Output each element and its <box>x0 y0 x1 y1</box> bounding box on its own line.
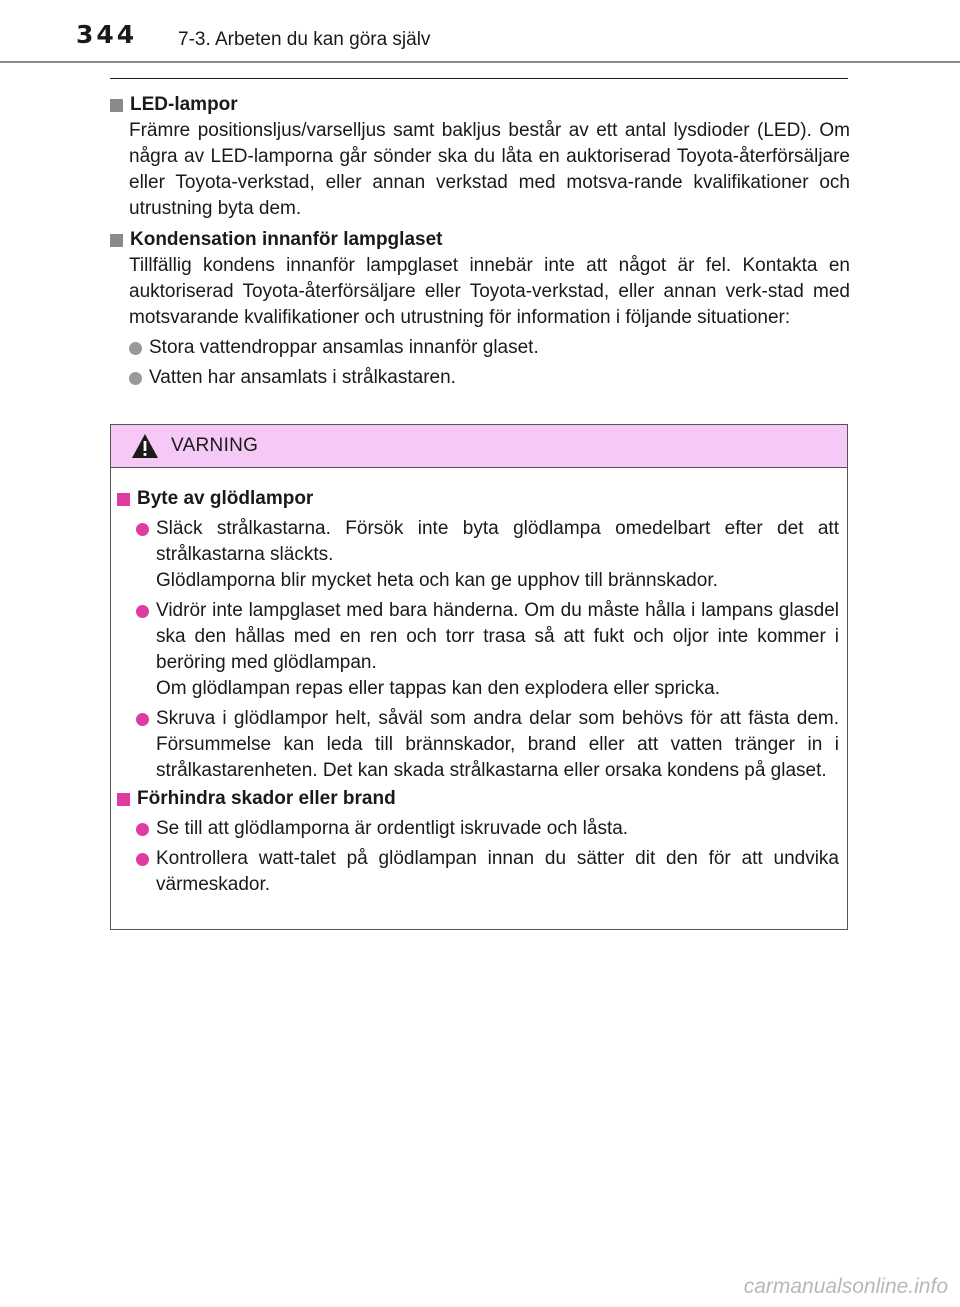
warning-group-heading-text: Förhindra skador eller brand <box>137 788 396 809</box>
page-header <box>0 0 960 64</box>
warning-list-item <box>136 516 839 594</box>
section-paragraph: Främre positionsljus/varselljus samt bakljus består av ett antal lysdioder (LED). Om några av LED-lamporna går sönder ska du låta en auktoriserad Toyota-återförsäljare eller Toyota-verkstad, eller annan verkstad med motsva-rande kvalifikationer och utrustning byta dem. <box>129 120 850 219</box>
bullet-dot-icon <box>136 713 149 726</box>
page-number: 344 <box>76 20 138 49</box>
bullet-dot-icon <box>136 523 149 536</box>
square-bullet-icon <box>117 793 130 806</box>
header-divider <box>0 61 960 63</box>
warning-list-item-text <box>156 516 839 594</box>
warning-title: VARNING <box>171 435 259 456</box>
warning-list-item <box>136 706 839 784</box>
square-bullet-icon <box>117 493 130 506</box>
section-condensation <box>110 227 850 391</box>
watermark-url: carmanualsonline.info <box>743 1275 948 1298</box>
warning-triangle-icon <box>131 433 159 464</box>
warning-note: Glödlamporna blir mycket heta och kan ge upphov till brännskador. <box>156 570 718 591</box>
warning-group-heading-text: Byte av glödlampor <box>137 488 314 509</box>
warning-note: Om glödlampan repas eller tappas kan den explodera eller spricka. <box>156 678 720 699</box>
list-item <box>129 365 850 391</box>
main-content <box>110 90 850 396</box>
warning-list-item-text: Se till att glödlamporna är ordentligt iskruvade och låsta. <box>156 818 629 839</box>
section-heading <box>110 92 850 118</box>
warning-list-item-text <box>156 598 839 702</box>
bullet-dot-icon <box>136 605 149 618</box>
section-paragraph: Tillfällig kondens innanför lampglaset innebär inte att något är fel. Kontakta en auktoriserad Toyota-återförsäljare eller Toyota-verkstad, eller annan verk-stad med motsvarande kvalifikationer och utrustning för information i följande situationer: <box>129 255 850 328</box>
list-item-text: Stora vattendroppar ansamlas innanför glaset. <box>149 337 539 358</box>
warning-header <box>111 425 847 468</box>
square-bullet-icon <box>110 234 123 247</box>
bullet-dot-icon <box>136 823 149 836</box>
bullet-dot-icon <box>129 372 142 385</box>
list-item-text: Vatten har ansamlats i strålkastaren. <box>149 367 456 388</box>
section-title: 7-3. Arbeten du kan göra själv <box>178 29 431 50</box>
bullet-dot-icon <box>136 853 149 866</box>
warning-list-item <box>136 598 839 702</box>
warning-box <box>110 424 848 930</box>
bullet-dot-icon <box>129 342 142 355</box>
warning-list-item <box>136 816 839 842</box>
warning-list-item-text: Skruva i glödlampor helt, såväl som andra delar som behövs för att fästa dem. Försummelse kan leda till brännskador, brand eller att vatten tränger in i strålkastarenheten. Det kan skada strålkastarna eller orsaka kondens på glaset. <box>156 708 839 781</box>
warning-group-heading <box>117 486 839 512</box>
section-heading-text: LED-lampor <box>130 94 238 115</box>
section-heading-text: Kondensation innanför lampglaset <box>130 229 443 250</box>
section-led-lamps <box>110 92 850 222</box>
section-heading <box>110 227 850 253</box>
warning-list-item-text: Kontrollera watt-talet på glödlampan innan du sätter dit den för att undvika värmeskador. <box>156 848 839 895</box>
warning-text: Släck strålkastarna. Försök inte byta glödlampa omedelbart efter det att strålkastarna släckts. <box>156 518 839 565</box>
list-item <box>129 335 850 361</box>
warning-text: Vidrör inte lampglaset med bara händerna. Om du måste hålla i lampans glasdel ska den hållas med en ren och torr trasa så att fukt och oljor inte kommer i beröring med glödlampan. <box>156 600 839 673</box>
warning-body <box>111 468 847 898</box>
warning-group-heading <box>117 786 839 812</box>
content-divider <box>110 78 848 79</box>
square-bullet-icon <box>110 99 123 112</box>
warning-list-item <box>136 846 839 898</box>
